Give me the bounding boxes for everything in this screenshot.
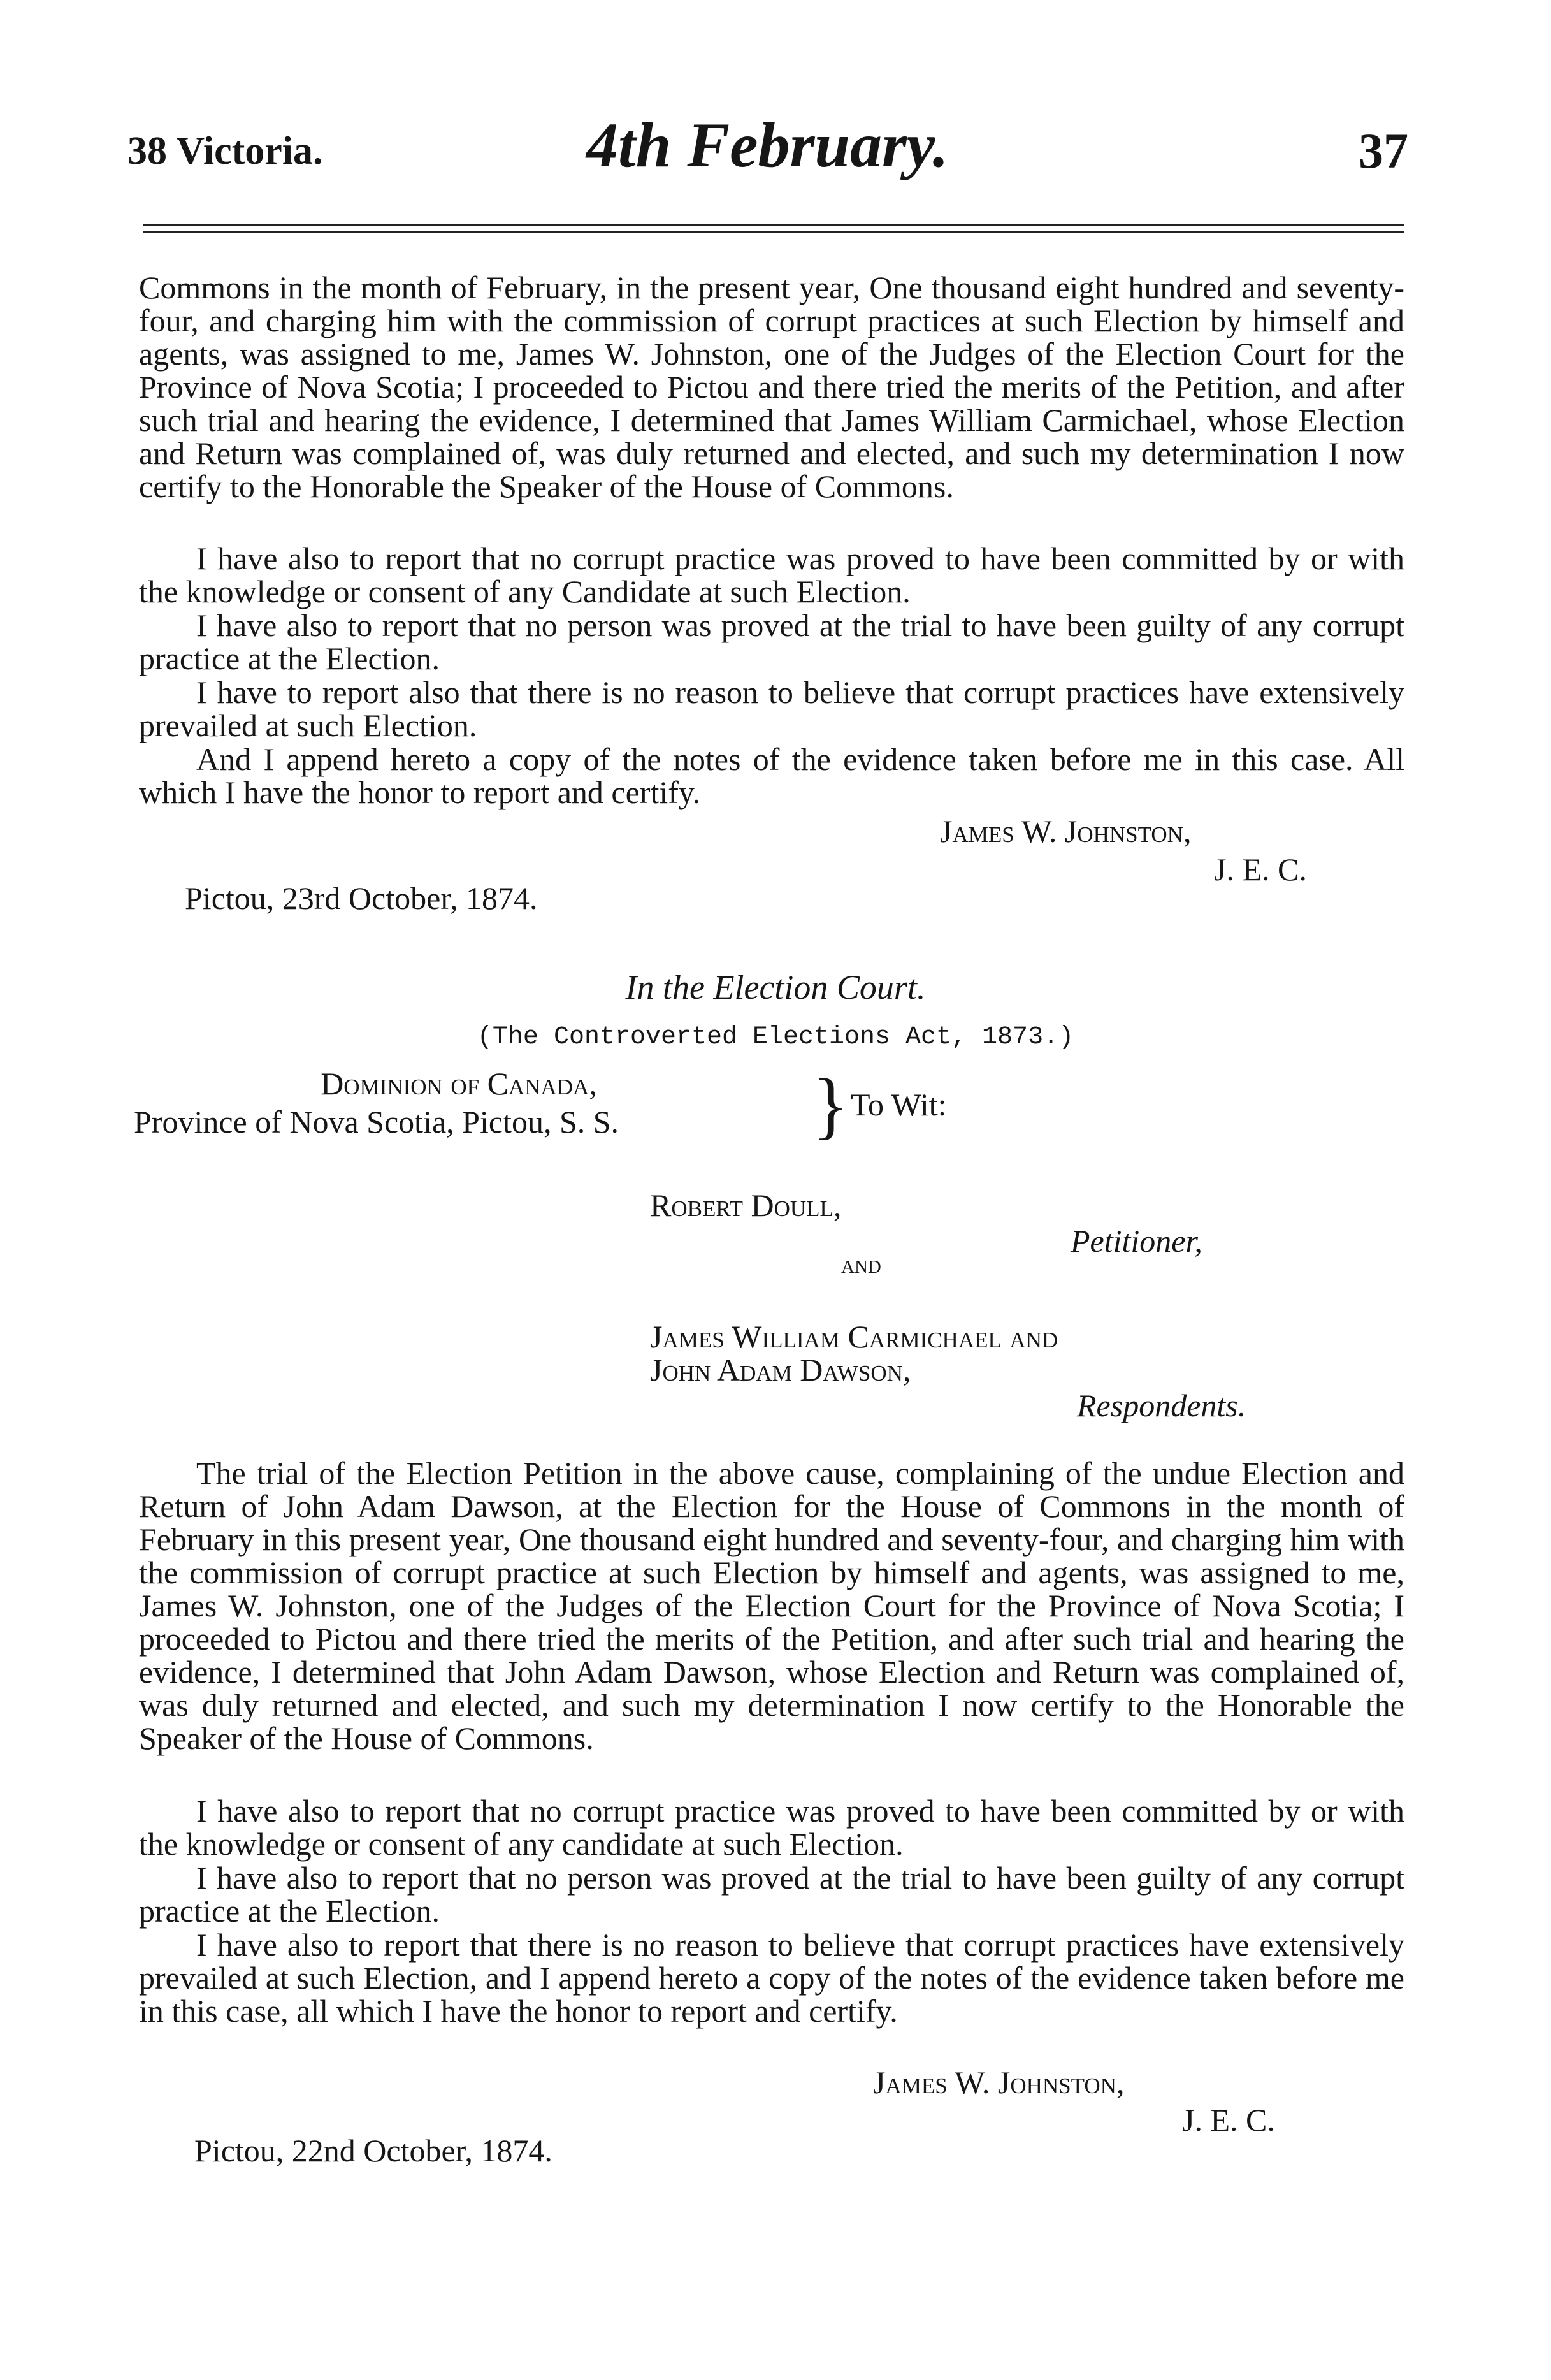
jurisdiction-block [134,1064,962,1147]
court-heading: In the Election Court. [625,968,926,1006]
header-rule-bottom [143,231,1404,233]
jurisdiction-dominion: Dominion of Canada, [321,1066,597,1101]
report2-place-date: Pictou, 22nd October, 1874. [194,2133,552,2168]
jurisdiction-province: Province of Nova Scotia, Pictou, S. S. [134,1104,619,1140]
report1-signature-title: J. E. C. [1214,852,1307,887]
header-rule-top [143,224,1404,226]
report2-signature-title: J. E. C. [1182,2102,1275,2138]
report2-signature-name: James W. Johnston, [873,2064,1125,2100]
respondent-line-2: John Adam Dawson, [650,1352,911,1388]
report1-paragraph-3: I have also to report that no person was proved at the trial to have been guilty of any corrupt practice at the Election. [139,607,1404,676]
header-page-number: 37 [1359,123,1408,178]
report2-paragraph-4: I have also to report that there is no reason to believe that corrupt practices have extensively prevailed at such Election, and I append hereto a copy of the notes of the evidence taken before me in this case, all which I have the honor to report and certify. [139,1927,1404,2029]
to-wit: To Wit: [851,1087,947,1122]
report1-paragraph-5: And I append hereto a copy of the notes of the evidence taken before me in this case. All which I have the honor to report and certify. [139,741,1404,810]
report2-paragraph-2: I have also to report that no corrupt practice was proved to have been committed by or with the knowledge or consent of any candidate at such Election. [139,1793,1404,1862]
respondent-role: Respondents. [1077,1388,1246,1423]
report1-paragraph-1: Commons in the month of February, in the present year, One thousand eight hundred and seventy-four, and charging him with the commission of corrupt practices at such Election by himself and agents, was assigned to me, James W. Johnston, one of the Judges of the Election Court for the Province of Nova Scotia; I proceeded to Pictou and there tried the merits of the Petition, and after such trial and hearing the evidence, I determined that James William Carmichael, whose Election and Return was complained of, was duly returned and elected, and such my determination I now certify to the Honorable the Speaker of the House of Commons. [139,270,1404,504]
brace-glyph: } [812,1063,849,1147]
report2-paragraph-3: I have also to report that no person was proved at the trial to have been guilty of any corrupt practice at the Election. [139,1860,1404,1929]
report2-paragraph-1: The trial of the Election Petition in the above cause, complaining of the undue Election and Return of John Adam Dawson, at the Election for the House of Commons in the month of February in this present year, One thousand eight hundred and seventy-four, and charging him with the commission of corrupt practice at such Election by himself and agents, was assigned to me, James W. Johnston, one of the Judges of the Election Court for the Province of Nova Scotia; I proceeded to Pictou and there tried the merits of the Petition, and after such trial and hearing the evidence, I determined that John Adam Dawson, whose Election and Return was complained of, was duly returned and elected, and such my determination I now certify to the Honorable the Speaker of the House of Commons. [139,1455,1404,1756]
header-regnal-year: 38 Victoria. [127,129,323,173]
act-citation: (The Controverted Elections Act, 1873.) [477,1023,1074,1052]
petitioner-role: Petitioner, [1071,1223,1202,1259]
report1-place-date: Pictou, 23rd October, 1874. [185,880,538,916]
report1-signature-name: James W. Johnston, [940,813,1192,849]
jurisdiction-lines [134,1064,695,1141]
caption-and: and [841,1250,881,1279]
header-date: 4th February. [586,110,949,180]
running-header [127,108,1408,204]
petitioner-name: Robert Doull, [650,1187,842,1223]
respondent-line-1: James William Carmichael and [650,1319,1058,1354]
report1-paragraph-2: I have also to report that no corrupt practice was proved to have been committed by or with the knowledge or consent of any Candidate at such Election. [139,541,1404,609]
report1-paragraph-4: I have to report also that there is no reason to believe that corrupt practices have extensively prevailed at such Election. [139,674,1404,743]
